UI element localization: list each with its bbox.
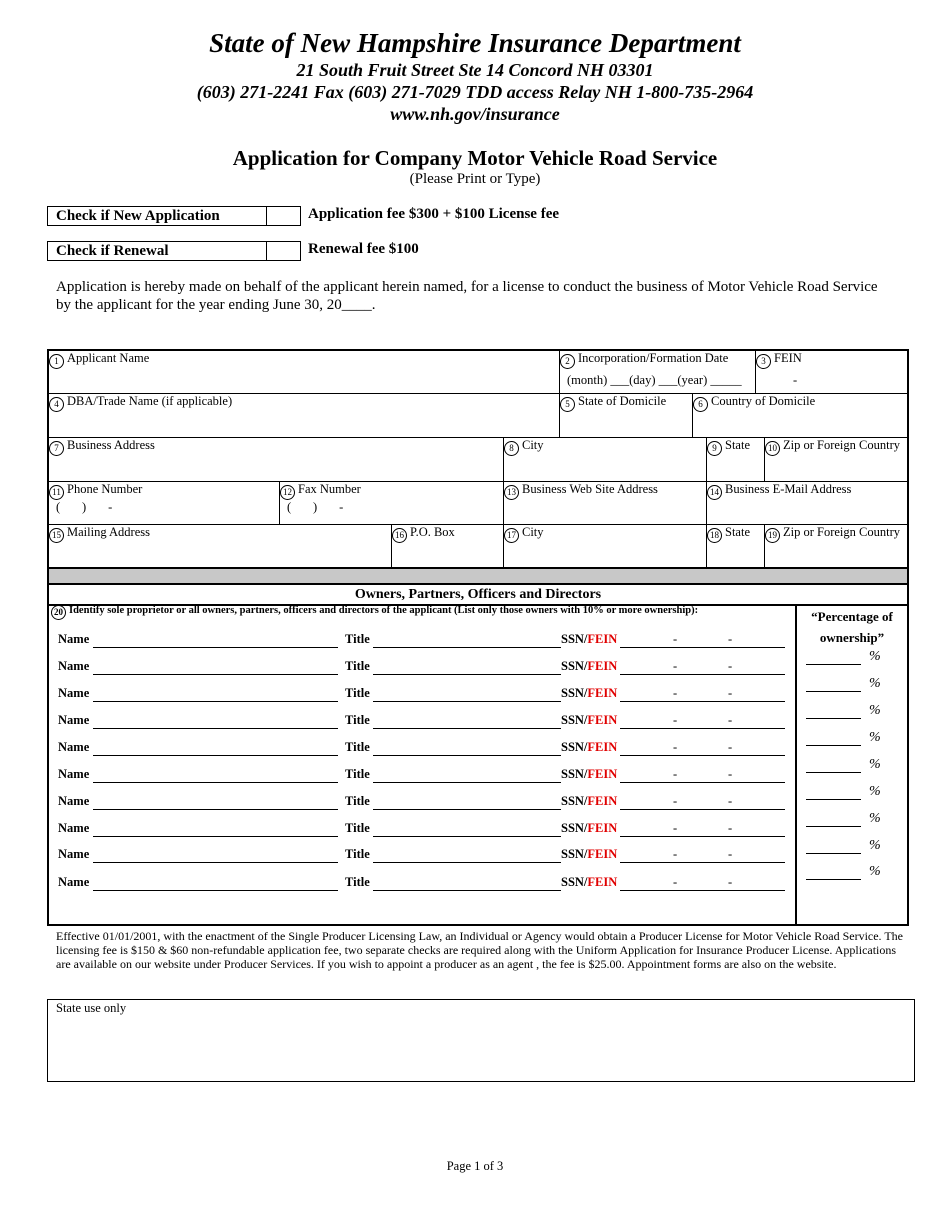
title-input[interactable]: [373, 701, 561, 702]
ssn-fein-label: [561, 767, 617, 782]
percent-sign: %: [869, 676, 881, 691]
title-label: Title: [345, 713, 370, 727]
field-label: P.O. Box: [410, 525, 455, 539]
ssn-dash-2: -: [728, 875, 733, 889]
field-phone-number[interactable]: [49, 482, 280, 525]
field-number-14: 14: [707, 485, 722, 500]
ssn-dash-1: -: [673, 740, 678, 754]
fein-dash: -: [793, 373, 798, 387]
name-label: Name: [58, 659, 90, 673]
state-use-label: State use only: [56, 1001, 127, 1015]
field-dba-name[interactable]: [49, 394, 560, 438]
field-number-9: 9: [707, 441, 722, 456]
owner-row: [49, 740, 794, 758]
fein-label: FEIN: [587, 659, 618, 673]
name-label: Name: [58, 767, 90, 781]
field-number-11: 11: [49, 485, 64, 500]
field-label: Incorporation/Formation Date: [578, 351, 729, 365]
fein-label: FEIN: [587, 794, 618, 808]
section-divider: [47, 567, 909, 585]
name-input[interactable]: [93, 890, 338, 891]
title-label: Title: [345, 875, 370, 889]
name-label: Name: [58, 686, 90, 700]
field-number-6: 6: [693, 397, 708, 412]
ssn-label: SSN/: [561, 659, 588, 673]
percent-sign: %: [869, 703, 881, 718]
field-label: Mailing Address: [67, 525, 150, 539]
name-input[interactable]: [93, 647, 338, 648]
field-label: State: [725, 438, 750, 452]
ssn-dash-1: -: [673, 767, 678, 781]
title-label: Title: [345, 821, 370, 835]
field-label: FEIN: [774, 351, 802, 365]
ssn-fein-label: [561, 632, 617, 647]
ssn-label: SSN/: [561, 740, 588, 754]
field-business-state[interactable]: [707, 438, 765, 482]
title-input[interactable]: [373, 674, 561, 675]
name-input[interactable]: [93, 809, 338, 810]
owner-row: [49, 847, 794, 865]
field-incorporation-date[interactable]: [560, 351, 756, 394]
date-format-hint: (month) ___(day) ___(year) _____: [567, 373, 742, 387]
field-label: Business Web Site Address: [522, 482, 658, 496]
field-number-5: 5: [560, 397, 575, 412]
field-number-17: 17: [504, 528, 519, 543]
ssn-dash-1: -: [673, 659, 678, 673]
percent-sign: %: [869, 864, 881, 879]
ssn-label: SSN/: [561, 821, 588, 835]
field-label: Phone Number: [67, 482, 143, 496]
percentage-header-line-1: “Percentage of: [811, 609, 893, 624]
owner-row: [49, 875, 794, 893]
title-input[interactable]: [373, 755, 561, 756]
ssn-fein-label: [561, 847, 617, 862]
ssn-fein-input[interactable]: [620, 836, 785, 837]
ssn-dash-1: -: [673, 847, 678, 861]
field-applicant-name[interactable]: [49, 351, 560, 394]
field-number-15: 15: [49, 528, 64, 543]
percentage-input[interactable]: [806, 718, 861, 719]
field-label: Applicant Name: [67, 351, 150, 365]
field-business-zip[interactable]: [765, 438, 909, 482]
ssn-fein-input[interactable]: [620, 809, 785, 810]
fax-format-hint: ( ) -: [287, 500, 344, 514]
owner-row: [49, 686, 794, 704]
owners-section: [47, 585, 909, 926]
field-number-2: 2: [560, 354, 575, 369]
ssn-fein-input[interactable]: [620, 755, 785, 756]
ssn-dash-1: -: [673, 794, 678, 808]
field-state-of-domicile[interactable]: [560, 394, 693, 438]
percentage-input[interactable]: [806, 745, 861, 746]
percentage-input[interactable]: [806, 799, 861, 800]
percent-sign: %: [869, 811, 881, 826]
new-application-row: [47, 206, 301, 226]
field-label: DBA/Trade Name (if applicable): [67, 394, 233, 408]
ssn-dash-2: -: [728, 686, 733, 700]
title-input[interactable]: [373, 862, 561, 863]
name-input[interactable]: [93, 674, 338, 675]
ssn-label: SSN/: [561, 686, 588, 700]
ssn-fein-label: [561, 740, 617, 755]
title-label: Title: [345, 847, 370, 861]
field-number-1: 1: [49, 354, 64, 369]
fein-label: FEIN: [587, 821, 618, 835]
owners-heading: Owners, Partners, Officers and Directors: [49, 585, 907, 606]
percentage-header-line-2: ownership”: [819, 630, 885, 645]
name-label: Name: [58, 632, 90, 646]
field-number-20: 20: [51, 605, 66, 620]
applicant-info-grid: [47, 349, 909, 569]
field-number-13: 13: [504, 485, 519, 500]
field-label: Business E-Mail Address: [725, 482, 852, 496]
ssn-label: SSN/: [561, 767, 588, 781]
department-title: State of New Hampshire Insurance Department: [209, 28, 741, 58]
ssn-fein-label: [561, 821, 617, 836]
name-label: Name: [58, 794, 90, 808]
owners-instruction-text: Identify sole proprietor or all owners, partners, officers and directors of the applicant (List only those owners with 10% or more ownership):: [69, 605, 699, 616]
field-fax-number[interactable]: [280, 482, 504, 525]
field-label: Zip or Foreign Country: [783, 438, 901, 452]
field-number-12: 12: [280, 485, 295, 500]
title-input[interactable]: [373, 647, 561, 648]
ssn-dash-1: -: [673, 686, 678, 700]
field-mailing-address[interactable]: [49, 525, 392, 569]
department-address: 21 South Fruit Street Ste 14 Concord NH 03301: [296, 60, 654, 80]
owner-row: [49, 659, 794, 677]
percent-sign: %: [869, 730, 881, 745]
renewal-checkbox[interactable]: [267, 242, 300, 260]
percentage-input[interactable]: [806, 879, 861, 880]
ssn-dash-1: -: [673, 875, 678, 889]
ssn-fein-input[interactable]: [620, 701, 785, 702]
field-number-19: 19: [765, 528, 780, 543]
ssn-fein-label: [561, 875, 617, 890]
renewal-label: Check if Renewal: [48, 242, 267, 260]
percentage-input[interactable]: [806, 664, 861, 665]
percentage-input[interactable]: [806, 826, 861, 827]
fein-label: FEIN: [587, 740, 618, 754]
ssn-label: SSN/: [561, 713, 588, 727]
ssn-dash-1: -: [673, 632, 678, 646]
ssn-fein-input[interactable]: [620, 674, 785, 675]
fein-label: FEIN: [587, 713, 618, 727]
name-label: Name: [58, 713, 90, 727]
intro-paragraph: Application is hereby made on behalf of the applicant herein named, for a license to conduct the business of Motor Vehicle Road Service by the applicant for the year ending June 30, 20____.: [56, 279, 878, 313]
ssn-fein-input[interactable]: [620, 647, 785, 648]
ssn-dash-2: -: [728, 847, 733, 861]
ssn-dash-1: -: [673, 821, 678, 835]
name-label: Name: [58, 875, 90, 889]
phone-format-hint: ( ) -: [56, 500, 113, 514]
field-mailing-zip[interactable]: [765, 525, 909, 569]
fein-label: FEIN: [587, 875, 618, 889]
ssn-dash-2: -: [728, 713, 733, 727]
owner-row: [49, 767, 794, 785]
field-number-16: 16: [392, 528, 407, 543]
name-input[interactable]: [93, 862, 338, 863]
ssn-fein-input[interactable]: [620, 728, 785, 729]
field-number-4: 4: [49, 397, 64, 412]
owners-instruction: [51, 605, 791, 620]
field-label: Fax Number: [298, 482, 361, 496]
field-label: City: [522, 438, 544, 452]
renewal-fee: Renewal fee $100: [308, 241, 419, 257]
page-number: Page 1 of 3: [446, 1159, 504, 1173]
field-mailing-state[interactable]: [707, 525, 765, 569]
title-label: Title: [345, 794, 370, 808]
title-label: Title: [345, 632, 370, 646]
field-number-8: 8: [504, 441, 519, 456]
field-number-3: 3: [756, 354, 771, 369]
ssn-dash-2: -: [728, 767, 733, 781]
title-label: Title: [345, 767, 370, 781]
title-label: Title: [345, 659, 370, 673]
field-fein[interactable]: [756, 351, 909, 394]
department-phones: (603) 271-2241 Fax (603) 271-7029 TDD access Relay NH 1-800-735-2964: [196, 82, 754, 102]
ssn-fein-label: [561, 686, 617, 701]
ssn-fein-input[interactable]: [620, 890, 785, 891]
new-application-label: Check if New Application: [48, 207, 267, 225]
field-label: State: [725, 525, 750, 539]
ssn-dash-1: -: [673, 713, 678, 727]
owner-row: [49, 713, 794, 731]
ssn-fein-input[interactable]: [620, 862, 785, 863]
title-label: Title: [345, 740, 370, 754]
field-country-of-domicile[interactable]: [693, 394, 909, 438]
ssn-fein-label: [561, 794, 617, 809]
ssn-label: SSN/: [561, 847, 588, 861]
percentage-input[interactable]: [806, 853, 861, 854]
percentage-input[interactable]: [806, 691, 861, 692]
ssn-dash-2: -: [728, 794, 733, 808]
ssn-dash-2: -: [728, 821, 733, 835]
ssn-fein-label: [561, 713, 617, 728]
title-input[interactable]: [373, 836, 561, 837]
field-number-7: 7: [49, 441, 64, 456]
percentage-header: [797, 606, 907, 648]
fein-label: FEIN: [587, 767, 618, 781]
ssn-label: SSN/: [561, 632, 588, 646]
producer-license-note: Effective 01/01/2001, with the enactment of the Single Producer Licensing Law, an Individual or Agency would obtain a Producer License for Motor Vehicle Road Service. The licensing fee is $150 & $60 non-refundable application fee, two separate checks are required along with the Uniform Application for Insurance Producer License. Applications are available on our website under Producer Services. If you wish to appoint a producer as an agent , the fee is $25.00. Appointment forms are also on the website.: [56, 929, 903, 971]
percent-sign: %: [869, 784, 881, 799]
name-input[interactable]: [93, 755, 338, 756]
field-mailing-city[interactable]: [504, 525, 707, 569]
percent-sign: %: [869, 649, 881, 664]
name-label: Name: [58, 740, 90, 754]
ssn-fein-input[interactable]: [620, 782, 785, 783]
owner-row: [49, 794, 794, 812]
new-application-checkbox[interactable]: [267, 207, 300, 225]
owner-row: [49, 632, 794, 650]
field-po-box[interactable]: [392, 525, 504, 569]
owner-row: [49, 821, 794, 839]
title-input[interactable]: [373, 809, 561, 810]
percentage-input[interactable]: [806, 772, 861, 773]
field-number-10: 10: [765, 441, 780, 456]
ssn-dash-2: -: [728, 740, 733, 754]
field-website[interactable]: [504, 482, 707, 525]
title-input[interactable]: [373, 890, 561, 891]
name-input[interactable]: [93, 701, 338, 702]
field-business-address[interactable]: [49, 438, 504, 482]
new-application-fee: Application fee $300 + $100 License fee: [308, 206, 560, 222]
fein-label: FEIN: [587, 686, 618, 700]
ssn-fein-label: [561, 659, 617, 674]
field-label: State of Domicile: [578, 394, 667, 408]
name-input[interactable]: [93, 728, 338, 729]
percent-sign: %: [869, 838, 881, 853]
title-input[interactable]: [373, 728, 561, 729]
field-label: Business Address: [67, 438, 155, 452]
name-label: Name: [58, 821, 90, 835]
state-use-box: [47, 999, 915, 1082]
ssn-dash-2: -: [728, 632, 733, 646]
name-input[interactable]: [93, 836, 338, 837]
fein-label: FEIN: [587, 847, 618, 861]
department-website: www.nh.gov/insurance: [390, 104, 560, 124]
name-input[interactable]: [93, 782, 338, 783]
field-email[interactable]: [707, 482, 909, 525]
ssn-dash-2: -: [728, 659, 733, 673]
field-label: City: [522, 525, 544, 539]
ssn-label: SSN/: [561, 794, 588, 808]
percent-sign: %: [869, 757, 881, 772]
form-title: Application for Company Motor Vehicle Road Service: [232, 146, 718, 170]
name-label: Name: [58, 847, 90, 861]
ssn-label: SSN/: [561, 875, 588, 889]
renewal-row: [47, 241, 301, 261]
field-label: Zip or Foreign Country: [783, 525, 901, 539]
field-label: Country of Domicile: [711, 394, 816, 408]
fein-label: FEIN: [587, 632, 618, 646]
field-number-18: 18: [707, 528, 722, 543]
field-business-city[interactable]: [504, 438, 707, 482]
percentage-column-divider: [795, 604, 797, 924]
form-subtitle: (Please Print or Type): [409, 171, 541, 187]
title-input[interactable]: [373, 782, 561, 783]
title-label: Title: [345, 686, 370, 700]
